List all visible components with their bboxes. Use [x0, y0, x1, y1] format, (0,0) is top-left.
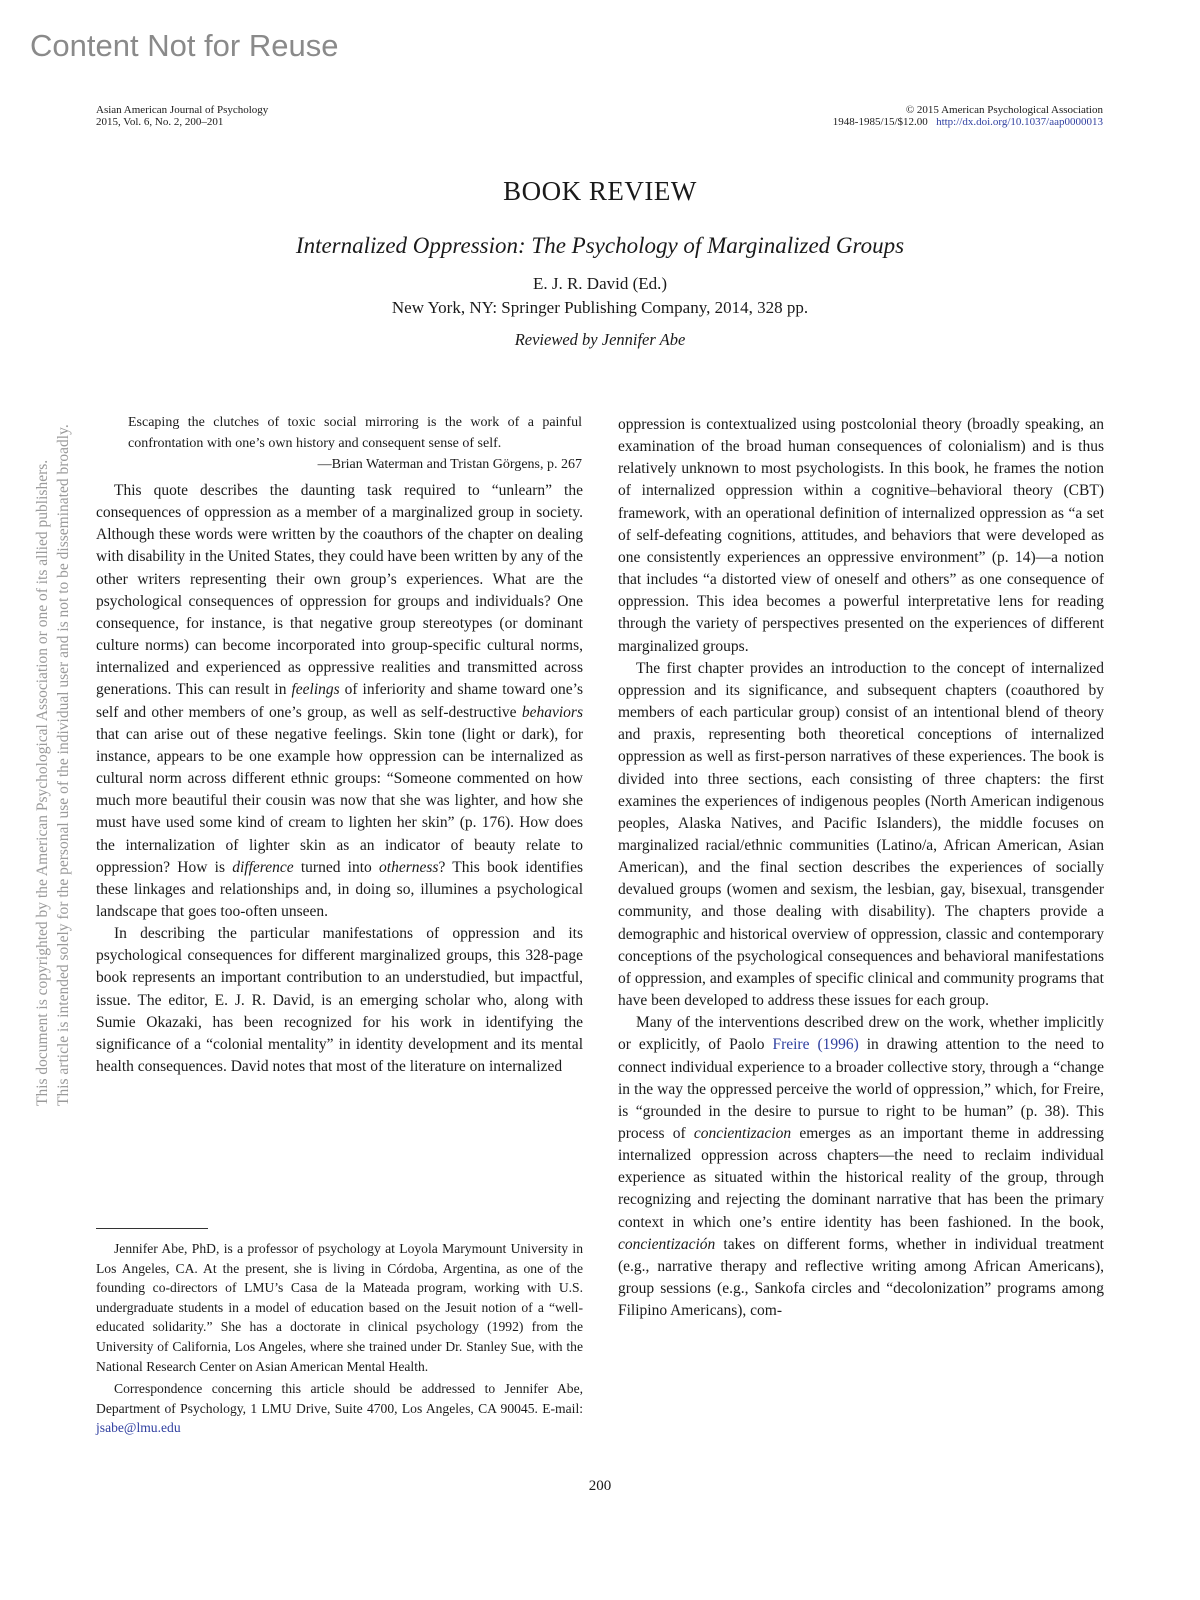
side-notice-line-2: This article is intended solely for the personal use of the individual user and is not to be disseminated broadly.: [55, 424, 72, 1106]
body-paragraph: oppression is contextualized using postcolonial theory (broadly speaking, an examination of the broad human consequences of colonialism) and is thus relatively unknown to most psychologists. In this book, he frames the notion of internalized oppression within a cognitive–behavioral theory (CBT) framework, with an operational definition of internalized oppression as “a set of self-defeating cognitions, attitudes, and behaviors that were developed as one consistently experiences an oppressive environment” (p. 14)—a notion that includes “a distorted view of oneself and others” as one consequence of oppression. This idea becomes a powerful interpretative lens for reading through the variety of perspectives presented on the experiences of different marginalized groups.: [618, 416, 1104, 655]
doi-link[interactable]: http://dx.doi.org/10.1037/aap0000013: [936, 116, 1103, 128]
book-editor: E. J. R. David (Ed.): [532, 274, 668, 293]
journal-volume: 2015, Vol. 6, No. 2, 200–201: [96, 116, 224, 128]
citation-link-freire[interactable]: Freire (1996): [772, 1036, 859, 1054]
epigraph: [128, 412, 582, 475]
correspondence-note: Correspondence concerning this article should be addressed to Jennifer Abe, Department of Psychology, 1 LMU Drive, Suite 4700, Los Angeles, CA 90045. E-mail: jsabe@lmu.edu: [96, 1381, 583, 1436]
journal-issn: 1948-1985/15/$12.00: [832, 116, 928, 128]
author-note: Jennifer Abe, PhD, is a professor of psychology at Loyola Marymount University in Los Angeles, CA. At the present, she is living in Córdoba, Argentina, as one of the founding co-directors of LMU’s Casa de la Mateada program, working with U.S. undergraduate students in a model of education based on the Jesuit notion of a “well-educated solidarity.” She has a doctorate in clinical psychology (1992) from the University of California, Los Angeles, where she trained under Dr. Stanley Sue, with the National Research Center on Asian American Mental Health.: [96, 1241, 583, 1374]
email-link[interactable]: jsabe@lmu.edu: [96, 1420, 181, 1436]
body-paragraph: This quote describes the daunting task required to “unlearn” the consequences of oppression as a member of a marginalized group in society. Although these words were written by the coauthors of the chapter on dealing with disability in the United States, they could have been written by any of the other writers representing their own group’s experiences. What are the psychological consequences of oppression for groups and individuals? One consequence, for instance, is that negative group stereotypes (or dominant culture norms) can become incorporated into group-specific cultural norms, internalized and experienced as oppressive realities and transmitted across generations. This can result in feelings of inferiority and shame toward one’s self and other members of one’s group, as well as self-destructive behaviors that can arise out of these negative feelings. Skin tone (light or dark), for instance, appears to be one example how oppression can be internalized as cultural norm across different ethnic groups: “Someone commented on how much more beautiful their cousin was now that she was lighter, and how she must have used some kind of cream to lighten her skin” (p. 176). How does the internalization of lighter skin as an indicator of beauty relate to oppression? How is difference turned into otherness? This book identifies these linkages and relationships and, in doing so, illumines a psychological landscape that goes too-often unseen.: [96, 482, 583, 920]
emphasis: feelings: [291, 681, 340, 699]
body-paragraph: Many of the interventions described drew on the work, whether implicitly or explicitly, of Paolo Freire (1996) in drawing attention to the need to connect individual experience to a broader collective story, through a “change in the way the oppressed perceive the world of oppression,” which, for Freire, is “grounded in the desire to pursue to right to be human” (p. 38). This process of concientizacion emerges as an important theme in addressing internalized oppression across chapters—the need to reclaim individual experience as situated within the historical reality of the group, through recognizing and rejecting the dominant narrative that has been the primary context in which one’s entire identity has been fashioned. In the book, concientización takes on different forms, whether in individual treatment (e.g., narrative therapy and reflective writing among African Americans), group sessions (e.g., Sankofa circles and “decolonization” programs among Filipino Americans), com-: [618, 1014, 1104, 1320]
emphasis: behaviors: [521, 703, 583, 721]
journal-header-right: [833, 104, 1103, 128]
epigraph-quote: Escaping the clutches of toxic social mirroring is the work of a painful confrontation with one’s own history and consequent sense of self.: [128, 415, 582, 451]
journal-name: Asian American Journal of Psychology: [96, 104, 269, 116]
left-column: [96, 480, 583, 1078]
journal-issn-doi: [833, 116, 1103, 128]
right-column: [618, 414, 1104, 1322]
book-publication: New York, NY: Springer Publishing Company, 2014, 328 pp.: [391, 298, 809, 317]
journal-header-left: [96, 104, 268, 128]
emphasis: difference: [232, 858, 294, 876]
side-notice-line-1: This document is copyrighted by the American Psychological Association or one of its allied publishers.: [34, 459, 51, 1106]
footnotes: [96, 1239, 583, 1441]
section-title: BOOK REVIEW: [503, 176, 697, 206]
emphasis: concientización: [618, 1235, 716, 1253]
copyright-side-notice: [32, 426, 74, 1106]
content-watermark: Content Not for Reuse: [30, 28, 339, 63]
footnote-divider: [96, 1228, 208, 1229]
body-paragraph: The first chapter provides an introduction to the concept of internalized oppression and its significance, and subsequent chapters (coauthored by members of each particular group) consist of an intentional blend of theory and praxis, representing both theoretical conceptions of internalized oppression as well as first-person narratives of these experiences. The book is divided into three sections, each consisting of three chapters: the first examines the experiences of indigenous peoples (North American indigenous peoples, Alaska Natives, and Pacific Islanders), the middle focuses on marginalized racial/ethnic communities (Latino/a, African American, Asian American), and the final section describes the experiences of socially devalued groups (women and sexism, the lesbian, gay, bisexual, transgender community, and those dealing with disability). The chapters provide a demographic and historical overview of oppression, classic and contemporary conceptions of the psychological consequences and behavioral manifestations of oppression, and examples of specific clinical and community programs that have been developed to address these issues for each group.: [618, 659, 1104, 1010]
page-number: 200: [588, 1478, 612, 1494]
emphasis: concientizacion: [693, 1125, 792, 1142]
epigraph-attribution: —Brian Waterman and Tristan Görgens, p. 267: [317, 457, 582, 472]
book-title: Internalized Oppression: The Psychology of Marginalized Groups: [295, 233, 905, 258]
body-paragraph: In describing the particular manifestations of oppression and its psychological consequences for different marginalized groups, this 328-page book represents an important contribution to an understudied, but impactful, issue. The editor, E. J. R. David, is an emerging scholar who, along with Sumie Okazaki, has been recognized for his work in identifying the significance of a “colonial mentality” in identity development and its mental health consequences. David notes that most of the literature on internalized: [96, 925, 583, 1076]
emphasis: otherness: [379, 858, 439, 876]
reviewer-line: Reviewed by Jennifer Abe: [514, 330, 686, 349]
journal-copyright: © 2015 American Psychological Association: [905, 104, 1103, 116]
